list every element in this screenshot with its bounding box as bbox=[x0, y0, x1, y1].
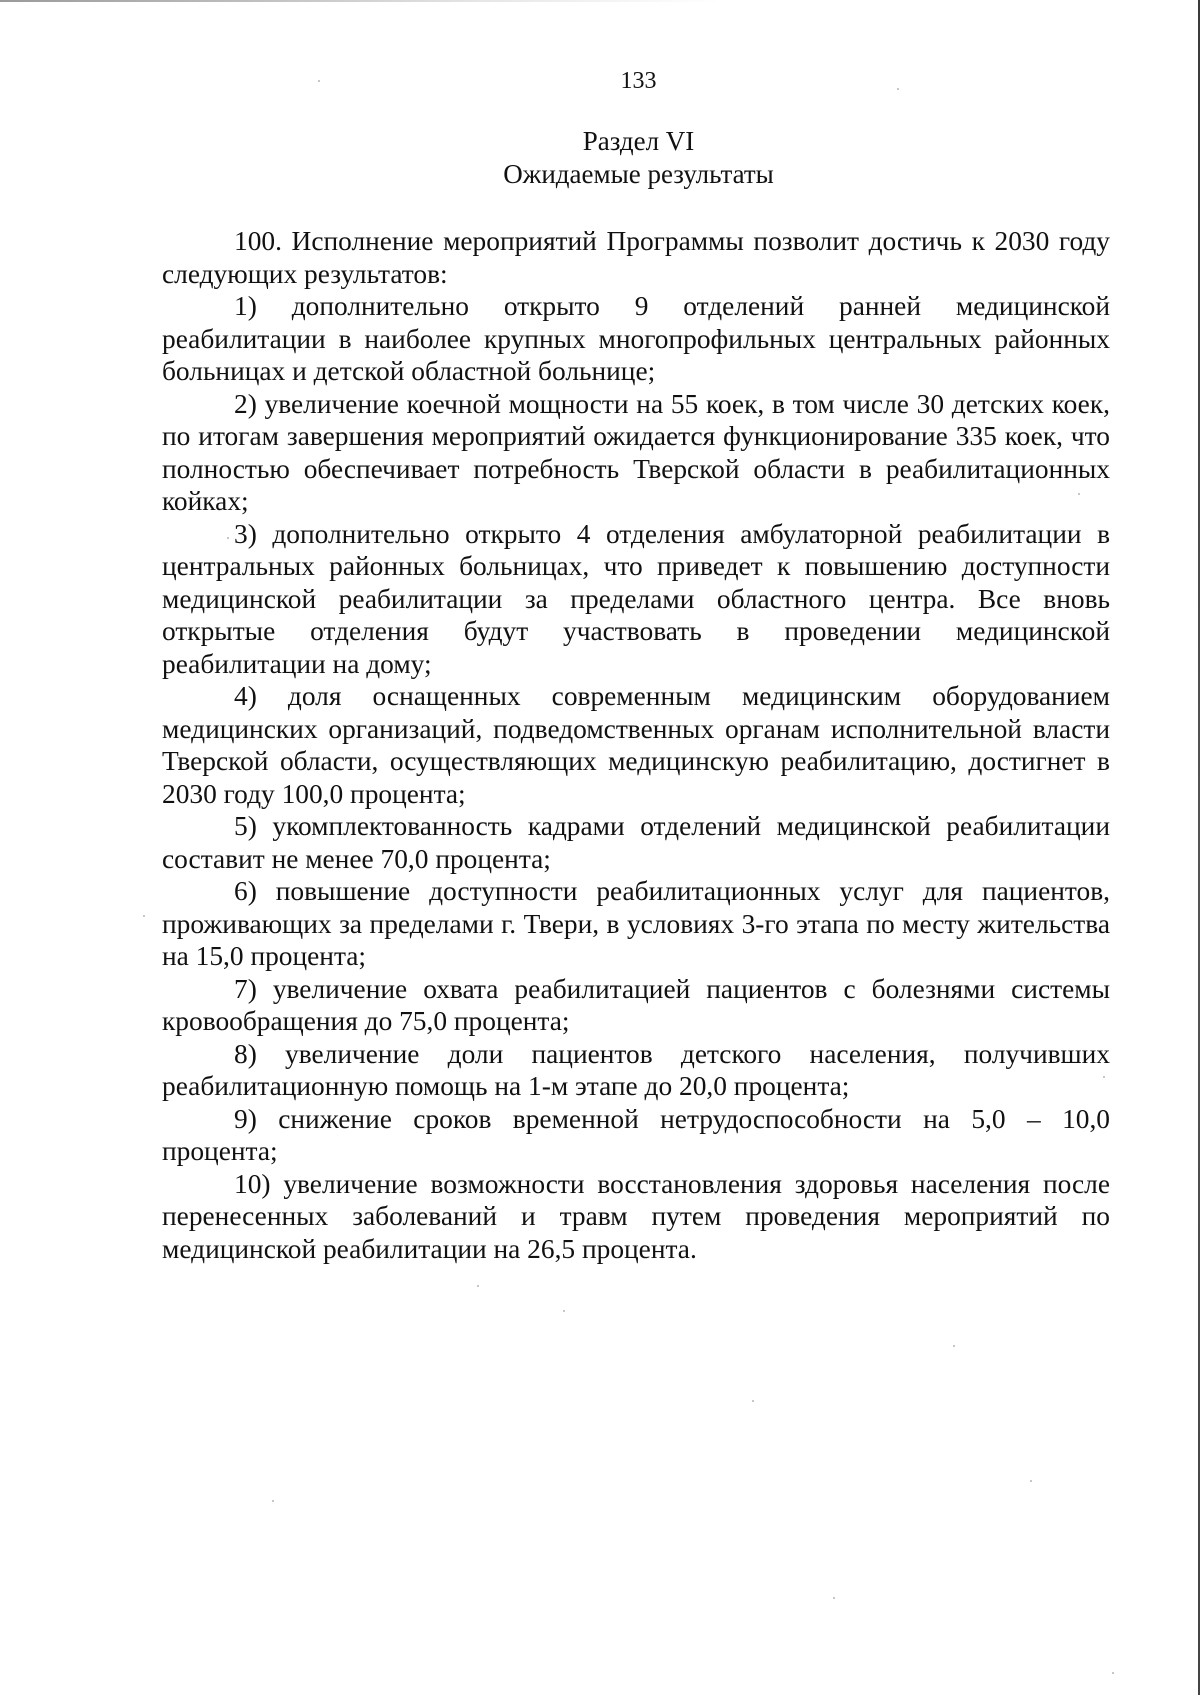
scan-speck bbox=[1078, 493, 1080, 495]
list-item: 6) повышение доступности реабилитационных услуг для пациентов, проживающих за пределами г. Твери, в условиях 3-го этапа по месту жительства на 15,0 процента; bbox=[162, 876, 1110, 971]
list-item: 5) укомплектованность кадрами отделений медицинской реабилитации составит не менее 70,0 процента; bbox=[162, 811, 1110, 874]
page-number: 133 bbox=[620, 68, 657, 94]
scan-speck bbox=[1103, 1076, 1105, 1078]
list-item: 7) увеличение охвата реабилитацией пациентов с болезнями системы кровообращения до 75,0 процента; bbox=[162, 973, 1110, 1036]
scan-speck bbox=[1112, 1672, 1114, 1674]
paragraph-intro: 100. Исполнение мероприятий Программы позволит достичь к 2030 году следующих результатов: bbox=[162, 226, 1110, 289]
section-heading: Раздел VI bbox=[582, 126, 695, 156]
scan-speck bbox=[143, 915, 145, 917]
section-title: Ожидаемые результаты bbox=[503, 159, 774, 189]
list-item: 8) увеличение доли пациентов детского населения, получивших реабилитационную помощь на 1-м этапе до 20,0 процента; bbox=[162, 1038, 1110, 1101]
list-item: 3) дополнительно открыто 4 отделения амбулаторной реабилитации в центральных районных больницах, что приведет к повышению доступности медицинской реабилитации за пределами областного центра. Все вновь открытые отделения будут участвовать в проведении медицинской реабилитации на дому; bbox=[162, 518, 1110, 679]
document-body bbox=[162, 225, 1110, 1265]
scan-speck bbox=[318, 80, 320, 82]
scan-speck bbox=[563, 1310, 565, 1312]
scan-speck bbox=[1030, 1480, 1032, 1482]
scan-speck bbox=[897, 88, 899, 90]
list-item: 2) увеличение коечной мощности на 55 коек, в том числе 30 детских коек, по итогам завершения мероприятий ожидается функционирование 335 коек, что полностью обеспечивает потребность Тверской области в реабилитационных койках; bbox=[162, 388, 1110, 516]
scan-speck bbox=[752, 1400, 754, 1402]
list-item: 1) дополнительно открыто 9 отделений ранней медицинской реабилитации в наиболее крупных многопрофильных центральных районных больницах и детской областной больнице; bbox=[162, 291, 1110, 386]
scan-speck bbox=[833, 1597, 835, 1599]
scan-speck bbox=[477, 1285, 479, 1287]
scan-speck bbox=[953, 1345, 955, 1347]
list-item: 10) увеличение возможности восстановления здоровья населения после перенесенных заболеваний и травм путем проведения мероприятий по медицинской реабилитации на 26,5 процента. bbox=[162, 1168, 1110, 1264]
scan-speck bbox=[227, 537, 229, 539]
list-item: 9) снижение сроков временной нетрудоспособности на 5,0 – 10,0 процента; bbox=[162, 1103, 1110, 1166]
scan-speck bbox=[272, 1500, 274, 1502]
list-item: 4) доля оснащенных современным медицинским оборудованием медицинских организаций, подведомственных органам исполнительной власти Тверской области, осуществляющих медицинскую реабилитацию, достигнет в 2030 году 100,0 процента; bbox=[162, 681, 1110, 809]
scan-edge-top bbox=[0, 0, 1200, 2]
